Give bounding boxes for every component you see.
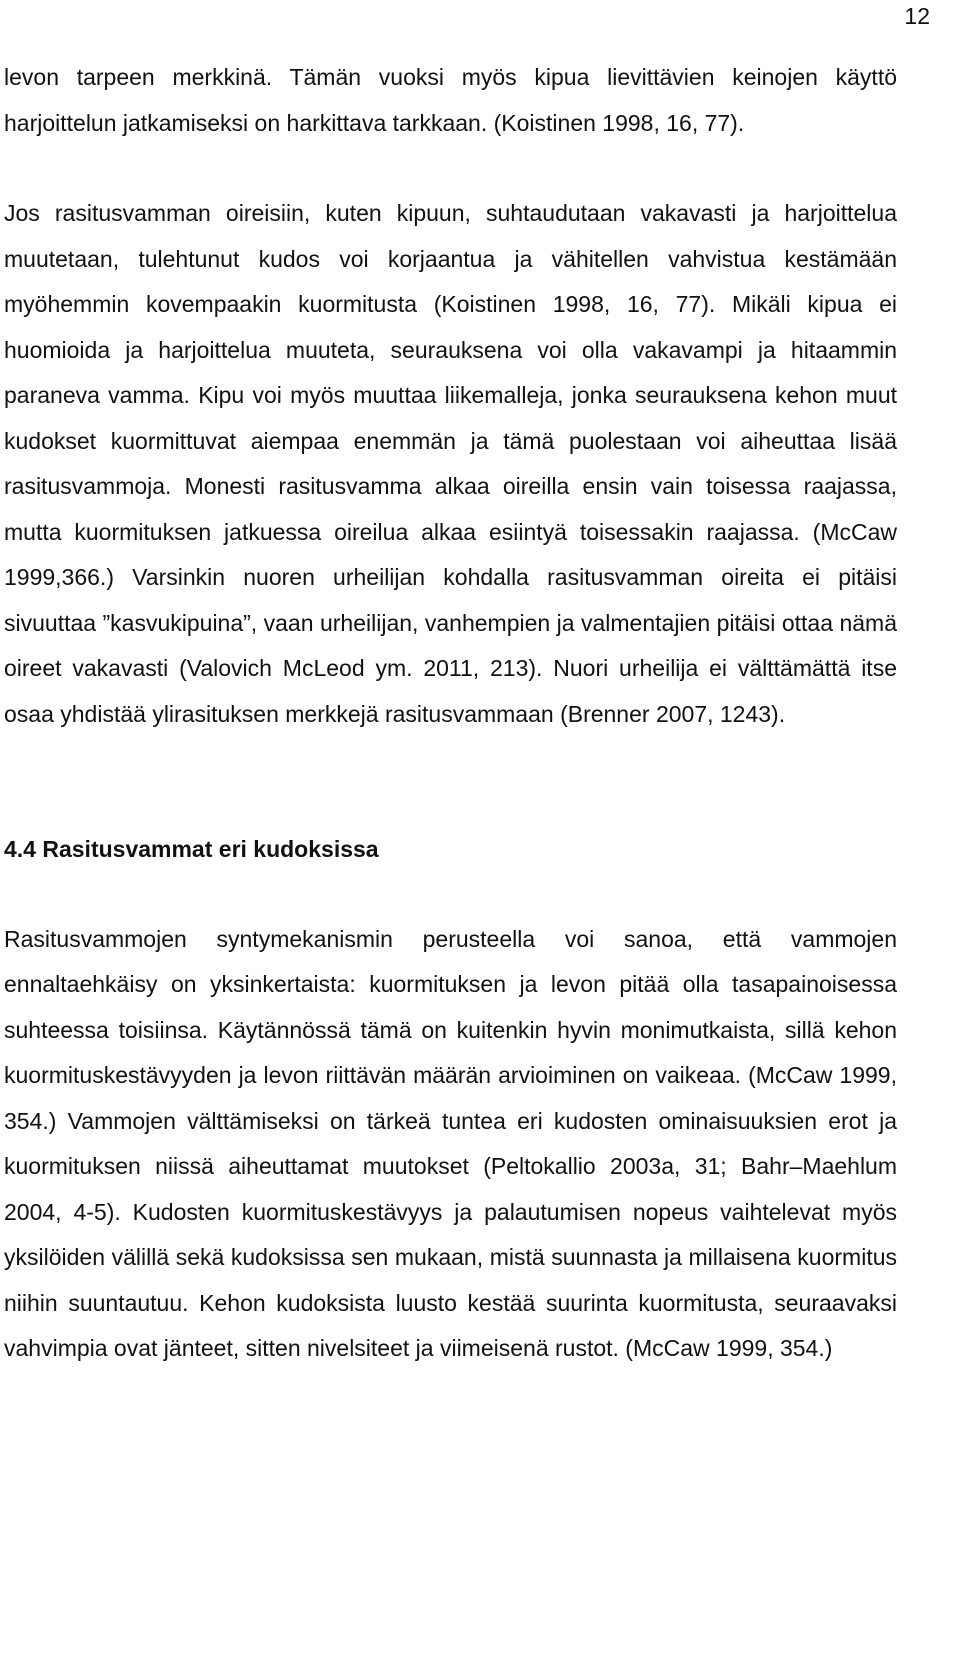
document-body: [4, 55, 897, 1372]
paragraph-overuse-symptoms: Jos rasitusvamman oireisiin, kuten kipuun, suhtaudutaan vakavasti ja harjoittelua muutetaan, tulehtunut kudos voi korjaantua ja vähitellen vahvistua kestämään myöhemmin kovempaakin kuormitusta (Koistinen 1998, 16, 77). Mikäli kipua ei huomioida ja harjoittelua muuteta, seurauksena voi olla vakavampi ja hitaammin paraneva vamma. Kipu voi myös muuttaa liikemalleja, jonka seurauksena kehon muut kudokset kuormittuvat aiempaa enemmän ja tämä puolestaan voi aiheuttaa lisää rasitusvammoja. Monesti rasitusvamma alkaa oireilla ensin vain toisessa raajassa, mutta kuormituksen jatkuessa oireilua alkaa esiintyä toisessakin raajassa. (McCaw 1999,366.) Varsinkin nuoren urheilijan kohdalla rasitusvamman oireita ei pitäisi sivuuttaa ”kasvukipuina”, vaan urheilijan, vanhempien ja valmentajien pitäisi ottaa nämä oireet vakavasti (Valovich McLeod ym. 2011, 213). Nuori urheilija ei välttämättä itse osaa yhdistää ylirasituksen merkkejä rasitusvammaan (Brenner 2007, 1243).: [4, 200, 897, 727]
page-number: 12: [904, 3, 930, 29]
section-heading: 4.4 Rasitusvammat eri kudoksissa: [4, 836, 379, 862]
paragraph-tissue-loading: Rasitusvammojen syntymekanismin perusteella voi sanoa, että vammojen ennaltaehkäisy on yksinkertaista: kuormituksen ja levon pitää olla tasapainoisessa suhteessa toisiinsa. Käytännössä tämä on kuitenkin hyvin monimutkaista, sillä kehon kuormituskestävyyden ja levon riittävän määrän arvioiminen on vaikeaa. (McCaw 1999, 354.) Vammojen välttämiseksi on tärkeä tuntea eri kudosten ominaisuuksien erot ja kuormituksen niissä aiheuttamat muutokset (Peltokallio 2003a, 31; Bahr–Maehlum 2004, 4-5). Kudosten kuormituskestävyys ja palautumisen nopeus vaihtelevat myös yksilöiden välillä sekä kudoksissa sen mukaan, mistä suunnasta ja millaisena kuormitus niihin suuntautuu. Kehon kudoksista luusto kestää suurinta kuormitusta, seuraavaksi vahvimpia ovat jänteet, sitten nivelsiteet ja viimeisenä rustot. (McCaw 1999, 354.): [4, 925, 897, 1361]
paragraph-rest-of-previous: levon tarpeen merkkinä. Tämän vuoksi myös kipua lievittävien keinojen käyttö harjoittelun jatkamiseksi on harkittava tarkkaan. (Koistinen 1998, 16, 77).: [4, 64, 897, 136]
